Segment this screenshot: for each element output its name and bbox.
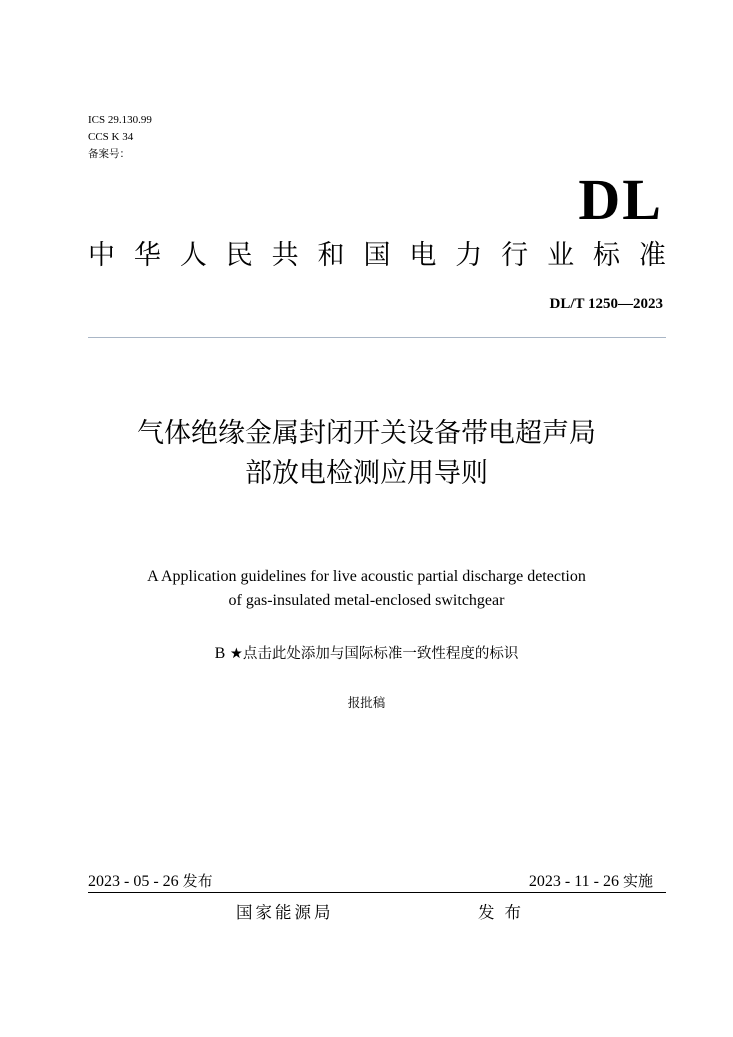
chinese-title (40, 414, 693, 494)
industry-standard-heading (88, 236, 666, 276)
heading-char: 和 (317, 240, 345, 271)
issue-date: 2023 - 05 - 26 (88, 873, 179, 890)
standard-number: DL/T 1250—2023 (549, 296, 663, 312)
heading-char: 民 (225, 240, 253, 271)
heading-char: 准 (638, 240, 666, 271)
ics-code: ICS 29.130.99 (88, 114, 152, 126)
ccs-code: CCS K 34 (88, 131, 134, 143)
conformity-note (40, 643, 693, 665)
english-title-line-2: of gas-insulated metal-enclosed switchgear (228, 592, 505, 609)
issuing-authority: 国家能源局 (236, 903, 334, 922)
bottom-divider (88, 892, 666, 893)
filing-number-label: 备案号： (88, 148, 130, 160)
top-divider (88, 337, 666, 338)
heading-char: 行 (501, 240, 529, 271)
standard-mark: DL (578, 167, 663, 232)
draft-status: 报批稿 (347, 695, 386, 710)
heading-char: 业 (547, 240, 575, 271)
issue-date-block (88, 871, 213, 892)
classification-block (88, 112, 152, 163)
heading-char: 共 (271, 240, 299, 271)
chinese-title-line-1: 气体绝缘金属封闭开关设备带电超声局 (137, 418, 596, 449)
heading-char: 中 (88, 240, 115, 271)
heading-char: 华 (133, 240, 161, 271)
implementation-label: 实施 (622, 872, 653, 890)
english-title-line-1: A Application guidelines for live acoustic partial discharge detection (147, 568, 586, 585)
heading-char: 标 (592, 240, 620, 271)
issue-label: 发布 (182, 872, 213, 890)
chinese-title-line-2: 部放电检测应用导则 (245, 458, 488, 489)
implementation-date: 2023 - 11 - 26 (528, 873, 619, 890)
heading-char: 国 (363, 240, 391, 271)
heading-char: 人 (179, 240, 207, 271)
implementation-date-block (529, 871, 653, 892)
english-title (40, 565, 693, 613)
conformity-prefix: B (214, 645, 226, 662)
heading-char: 力 (455, 240, 483, 271)
publish-label: 发布 (478, 903, 531, 922)
heading-char: 电 (409, 240, 437, 271)
conformity-text: ★点击此处添加与国际标准一致性程度的标识 (229, 646, 519, 662)
